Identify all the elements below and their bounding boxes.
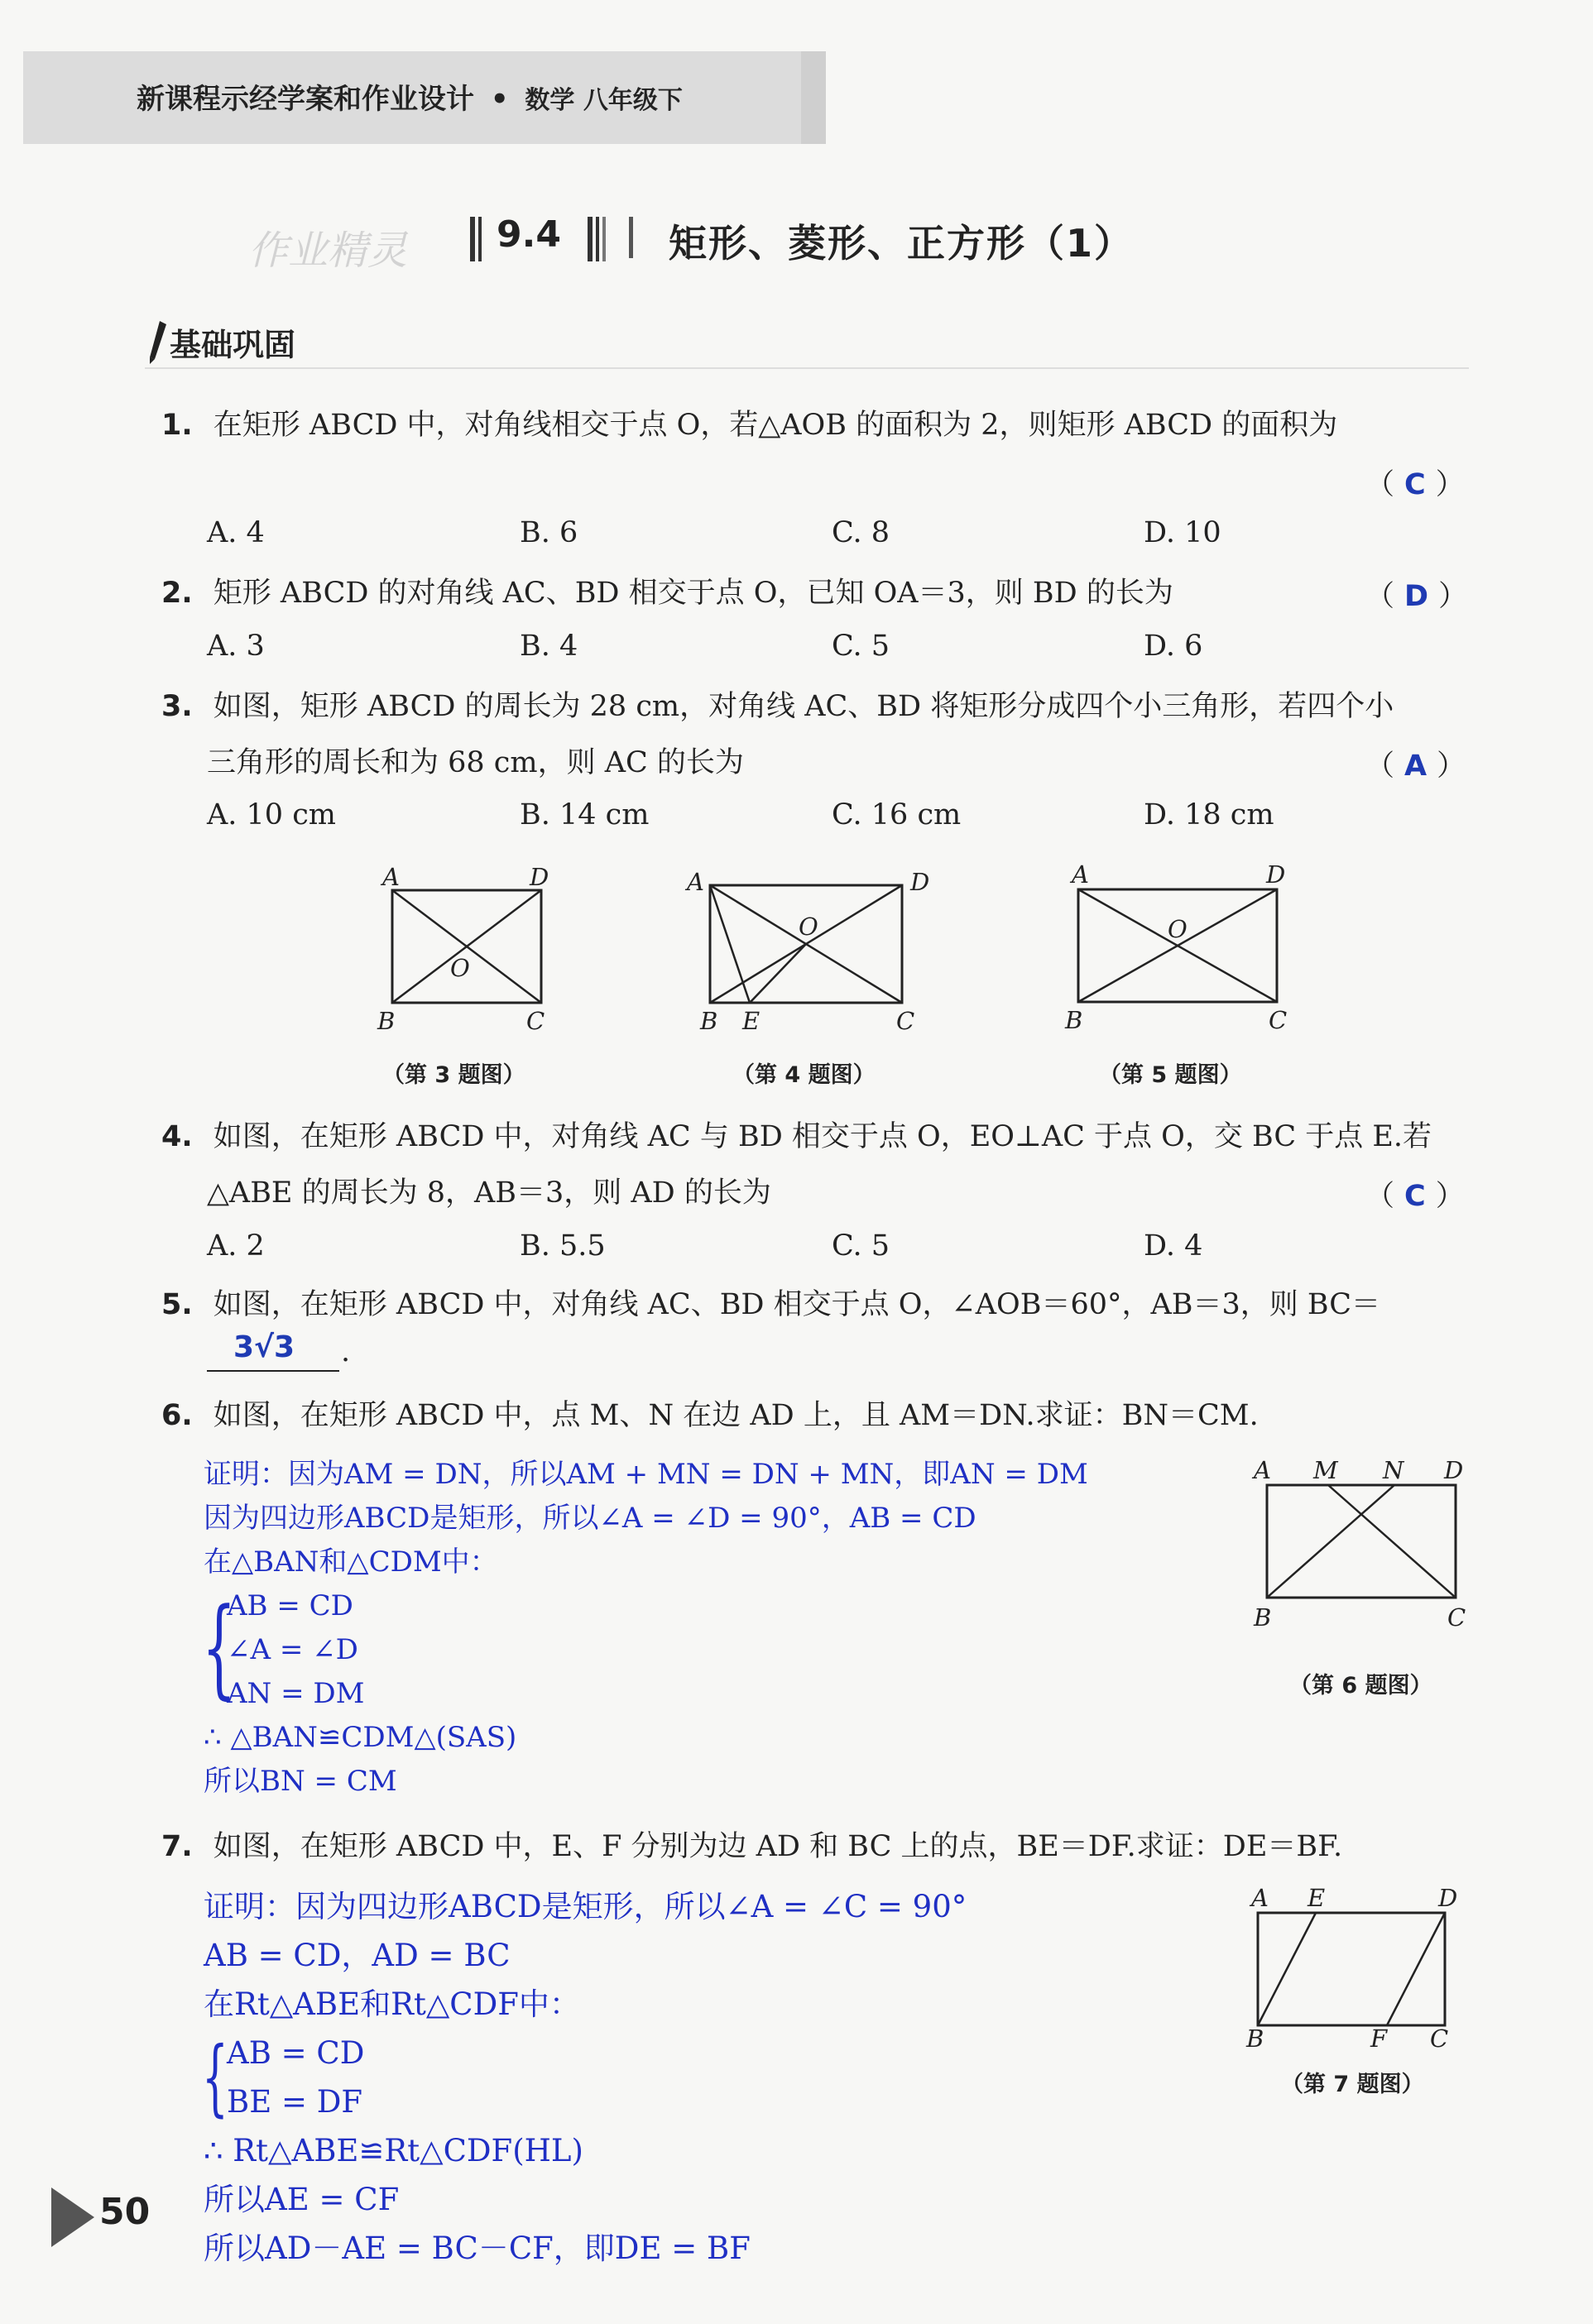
- question-6: 6. 如图，在矩形 ABCD 中，点 M、N 在边 AD 上，且 AM＝DN.求证：BN＝CM.: [161, 1399, 1259, 1432]
- proof-line: 所以AD－AE = BC－CF，即DE = BF: [204, 2231, 751, 2266]
- figure-3: [364, 860, 563, 1042]
- proof-line: 所以AE = CF: [204, 2182, 400, 2217]
- label-B: B: [1065, 1006, 1083, 1034]
- label-C: C: [896, 1007, 915, 1035]
- proof-line: ∴ △BAN≌CDM△(SAS): [204, 1721, 517, 1754]
- section-number: 9.4: [497, 213, 561, 256]
- proof-line: ∠A = ∠D: [227, 1633, 358, 1666]
- label-B: B: [377, 1007, 396, 1035]
- answer-paren-4: （ C ）: [1365, 1180, 1465, 1213]
- option: B. 4: [520, 630, 578, 663]
- label-M: M: [1313, 1456, 1338, 1484]
- proof-system: [204, 2029, 967, 2126]
- label-O: O: [799, 913, 818, 941]
- option: D. 10: [1144, 516, 1221, 549]
- label-D: D: [910, 868, 930, 896]
- answer-paren-1: （ C ）: [1365, 468, 1465, 501]
- label-A: A: [1251, 1884, 1269, 1912]
- label-B: B: [700, 1007, 718, 1035]
- label-A: A: [1254, 1456, 1271, 1484]
- option: C. 8: [832, 516, 890, 549]
- question-2: 2. 矩形 ABCD 的对角线 AC、BD 相交于点 O，已知 OA＝3，则 BD 的长为: [161, 577, 1173, 610]
- question-3-line2: 三角形的周长和为 68 cm，则 AC 的长为: [207, 746, 744, 779]
- section-divider: [629, 217, 633, 258]
- question-4-line2: △ABE 的周长为 8，AB＝3，则 AD 的长为: [207, 1176, 771, 1210]
- option: D. 6: [1144, 630, 1203, 663]
- option: A. 4: [207, 516, 265, 549]
- figure-5: [1055, 856, 1320, 1042]
- label-D: D: [1438, 1884, 1458, 1912]
- label-C: C: [526, 1007, 545, 1035]
- question-3: 3. 如图，矩形 ABCD 的周长为 28 cm，对角线 AC、BD 将矩形分成四个小三角形，若四个小: [161, 690, 1394, 723]
- option: C. 5: [832, 1229, 890, 1263]
- label-D: D: [530, 863, 549, 891]
- page-number: 50: [99, 2191, 151, 2233]
- proof-line: ∴ Rt△ABE≌Rt△CDF(HL): [204, 2133, 583, 2168]
- proof-line: 在Rt△ABE和Rt△CDF中：: [204, 1986, 580, 2022]
- label-O: O: [1168, 915, 1188, 943]
- proof-line: BE = DF: [227, 2084, 363, 2120]
- label-A: A: [1072, 860, 1089, 889]
- header-band-edge: [801, 51, 826, 144]
- brace: {: [202, 1584, 237, 1710]
- question-4: 4. 如图，在矩形 ABCD 中，对角线 AC 与 BD 相交于点 O，EO⊥AC 于点 O，交 BC 于点 E.若: [161, 1120, 1432, 1153]
- question-5: 5. 如图，在矩形 ABCD 中，对角线 AC、BD 相交于点 O，∠AOB＝60°，AB＝3，则 BC＝: [161, 1288, 1381, 1321]
- question-7: 7. 如图，在矩形 ABCD 中，E、F 分别为边 AD 和 BC 上的点，BE＝DF.求证：DE＝BF.: [161, 1830, 1343, 1863]
- label-D: D: [1266, 860, 1286, 889]
- caption-figure-4: （第 4 题图）: [732, 1062, 876, 1088]
- label-N: N: [1383, 1456, 1404, 1484]
- proof-line: 因为四边形ABCD是矩形，所以∠A = ∠D = 90°，AB = CD: [204, 1502, 976, 1535]
- proof-6: [204, 1453, 1088, 1804]
- option: B. 14 cm: [520, 798, 650, 831]
- figure-4: [679, 860, 943, 1042]
- question-1: 1. 在矩形 ABCD 中，对角线相交于点 O，若△AOB 的面积为 2，则矩形 ABCD 的面积为: [161, 409, 1338, 442]
- caption-figure-5: （第 5 题图）: [1099, 1062, 1242, 1088]
- question-5-tail: .: [341, 1335, 351, 1368]
- proof-7: [204, 1882, 967, 2273]
- caption-figure-6: （第 6 题图）: [1289, 1673, 1432, 1699]
- proof-line: 所以BN = CM: [204, 1765, 397, 1798]
- option: B. 6: [520, 516, 578, 549]
- label-F: F: [1370, 2025, 1388, 2050]
- caption-figure-7: （第 7 题图）: [1281, 2072, 1424, 2097]
- proof-system: [204, 1584, 1088, 1716]
- label-A: A: [687, 868, 704, 896]
- blank-5: [207, 1330, 339, 1372]
- watermark: 作业精灵: [248, 228, 408, 274]
- option: A. 10 cm: [207, 798, 336, 831]
- brace: {: [202, 2029, 228, 2125]
- option: A. 2: [207, 1229, 265, 1263]
- answer-paren-2: （ D ）: [1365, 580, 1468, 613]
- label-E: E: [1308, 1884, 1326, 1912]
- pencil-icon: [145, 319, 168, 364]
- option: D. 4: [1144, 1229, 1203, 1263]
- page-marker-icon: [48, 2184, 98, 2250]
- label-O: O: [450, 954, 470, 982]
- proof-line: AB = CD，AD = BC: [204, 1938, 511, 1973]
- label-C: C: [1430, 2025, 1449, 2050]
- proof-line: AB = CD: [227, 2035, 365, 2071]
- label-A: A: [382, 863, 400, 891]
- label-C: C: [1447, 1603, 1466, 1632]
- option: D. 18 cm: [1144, 798, 1274, 831]
- figure-6: [1245, 1452, 1485, 1642]
- caption-figure-3: （第 3 题图）: [382, 1062, 525, 1088]
- figure-7: [1241, 1876, 1481, 2050]
- proof-line: AN = DM: [227, 1677, 365, 1710]
- proof-line: 证明：因为四边形ABCD是矩形，所以∠A = ∠C = 90°: [204, 1889, 967, 1924]
- answer-5: 3√3: [233, 1330, 295, 1364]
- label-C: C: [1269, 1006, 1288, 1034]
- label-B: B: [1246, 2025, 1264, 2050]
- option: B. 5.5: [520, 1229, 606, 1263]
- option: A. 3: [207, 630, 265, 663]
- proof-line: 证明：因为AM = DN，所以AM + MN = DN + MN，即AN = DM: [204, 1458, 1088, 1491]
- label-B: B: [1254, 1603, 1272, 1632]
- book-title: 新课程示经学案和作业设计 • 数学 八年级下: [137, 83, 683, 116]
- option: C. 16 cm: [832, 798, 962, 831]
- label-D: D: [1444, 1456, 1464, 1484]
- section-title: 矩形、菱形、正方形（1）: [669, 221, 1135, 266]
- option: C. 5: [832, 630, 890, 663]
- label-E: E: [742, 1007, 761, 1035]
- proof-line: AB = CD: [227, 1589, 353, 1622]
- answer-paren-3: （ A ）: [1365, 750, 1466, 783]
- subheading-rule: [145, 367, 1469, 369]
- proof-line: 在△BAN和△CDM中：: [204, 1545, 498, 1579]
- subheading: 基础巩固: [170, 327, 296, 363]
